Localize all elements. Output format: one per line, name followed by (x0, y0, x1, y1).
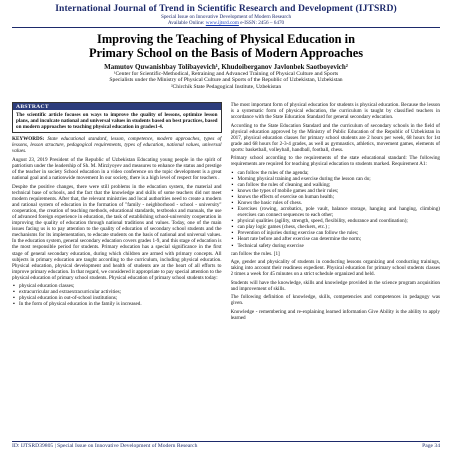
list-item: ▪ physical education classes; (12, 283, 222, 289)
available-online-label: Available Online: (167, 20, 206, 27)
affiliation-1: ¹Center for Scientific-Methodical, Retraining and Advanced Training of Physical Culture and Sports (113, 70, 339, 77)
list-item: ▪ physical education in out-of-school institutions; (12, 295, 222, 301)
list-item: ▪ Technical safety during exercise (231, 243, 441, 249)
paragraph: Primary school according to the requirements of the state educational standard: The following requirements are required for teaching physical education to students marked. Requirement A1: (230, 155, 440, 168)
paragraph: Knowledge - remembering and re-explaining learned information Give Ability is the ability to apply learned (230, 308, 440, 321)
list-item: ▪ Heart rate before and after exercise can determine the norm; (231, 236, 441, 242)
paragraph: According to the State Education Standard and the curriculum of secondary schools in the field of physical education approved by the Ministry of Public Education of the Republic of Uzbekistan in 2017, physical education classes for primary school students are 2 hours per week, 68 hours for 1st grade and 68 hours for 2-3-4 grades, as well as gymnastics, athletics, movement games, elements of sports: basketball, volleyball, handball, football, chess. (230, 122, 440, 153)
abstract-box (12, 102, 222, 133)
paper-title (12, 33, 440, 59)
paragraph: Students will have the knowledge, skills and knowledge provided in the science program acquisition and improvement of skills. (230, 279, 440, 292)
paragraph: The following definition of knowledge, skills, competencies and competences in pedagogy was given. (230, 294, 440, 307)
issn-label: e-ISSN: 2456 – 6470 (238, 20, 285, 27)
keywords-text: State educational standard, lesson, competence, modern approaches, types of lessons, lesson structure, pedagogical requirements, types of education, national values, universal values. (12, 136, 222, 155)
keywords (12, 136, 222, 154)
abstract-text: The scientific article focuses on ways to improve the quality of lessons, optimize lesson plans, and inculcate national and universal values in students based on best practices, based on modern approaches to teaching physical education in grades1-4. (16, 112, 218, 131)
page-footer (12, 441, 440, 449)
list-item: ▪ extracurricular and extraextracurricular activities; (12, 289, 222, 295)
paper-title-line-2: Primary School on the Basis of Modern Approaches (88, 45, 364, 60)
list-item: ▪ can play logic games (chess, checkers, etc.) ; (231, 224, 441, 230)
affiliation-3: ²Chirchik State Pedagogical Institute, Uzbekistan (170, 84, 282, 90)
list-item: ▪ Knows the basic rules of chess. (231, 200, 441, 206)
paragraph: Age, gender and physicality of students in conducting lessons organizing and conducting trainings, taking into account their readiness expedient. Physical education for primary school students classes 2 times a week for 45 minutes on a strict schedule organized and held. (230, 259, 440, 278)
list-item: ▪ knows the effects of exercise on human health; (231, 194, 441, 200)
left-column (12, 102, 222, 438)
list-item: ▪ physical qualities (agility, strength, speed, flexibility, endurance and coordination); (231, 218, 441, 224)
header-rule (12, 27, 440, 28)
bullet-list (12, 283, 222, 307)
body-columns (12, 102, 440, 438)
special-issue-line: Special Issue on Innovative Development of Modern Research (160, 14, 292, 20)
list-item: ▪ knows the types of mobile games and their rules; (231, 188, 441, 194)
list-item: ▪ can follow the rules of cleaning and walking; (231, 182, 441, 188)
footer-id: ID: IJTSRD39805 | Special Issue on Innovative Development of Modern Research (12, 443, 198, 449)
list-item: ▪ Exercises (rowing, acrobatics, pole vault, balance storage, hanging and hanging, climbing) exercises can connect sequences to each other; (231, 206, 441, 218)
affiliation-2: Specialists under the Ministry of Physical Culture and Sports of the Republic of Uzbekistan, Uzbekistan (109, 77, 343, 84)
paragraph: Despite the positive changes, there were still problems in the education system, the material and technical base of schools, and the fact that the knowledge and skills of some teachers did not meet modern requirements. After that, the relevant ministries and local authorities need to create a modern and rational system of education in the formation of "family - neighborhood - school - university" cooperation, the creation of teaching methods, educational standards, textbooks and manuals, the use of advanced foreign experience in education, the task of establishing school-university cooperation in improving the quality of education through national traditions and values. Today, one of the main issues facing us is to pay attention to the quality of education of secondary school students and the mechanisms for its implementation, to educate students on the basis of national and universal values. In the education system, general secondary education covers grades 1-9, and this stage of education is the most responsible period for students. Primary education has a special significance in the first stage of general secondary education, during which children are armed with primary concepts. All subjects in primary education are taught according to the curriculum, including physical education. Physical education, physical development and health of students are at the heart of all efforts to improve primary education. In that regard, we considered it appropriate to pay special attention to the physical education of primary school students. Physical education of primary school students today: (12, 184, 222, 281)
paragraph: can follow the rules. [1] (230, 250, 280, 257)
paper-title-line-1: Improving the Teaching of Physical Education in (97, 32, 355, 47)
journal-url-link[interactable]: www.ijtsrd.com (205, 20, 239, 27)
bullet-list (231, 170, 441, 249)
journal-meta-line (12, 20, 440, 26)
paragraph: The most important form of physical education for students is physical education. Because the lesson is a systematic form of physical education, the curriculum is taught by classified teachers in accordance with the State Education Standard for general secondary education. (230, 102, 440, 121)
abstract-heading: ABSTRACT (13, 103, 221, 110)
list-item: ▪ In the form of physical education in the family is increased. (12, 301, 222, 307)
journal-title: International Journal of Trend in Scientific Research and Development (IJTSRD) (55, 3, 397, 14)
list-item: ▪ can follow the rules of the agenda; (231, 170, 441, 176)
list-item: ▪ Morning physical training and exercise during the lesson can do; (231, 176, 441, 182)
right-column (231, 102, 441, 438)
authors: Mamutov Quwanishbay Tolibayevich¹, Khudoiberganov Javlonbek Saotboyevich² (104, 62, 348, 71)
keywords-label: KEYWORDS: (12, 136, 45, 143)
page-number: Page 34 (422, 443, 440, 449)
paragraph: August 23, 2019 President of the Republic of Uzbekistan Educating young people in the spirit of patriotism under the leadership of Sh. M. Mirziyoyev and measures to enhance the status and prestige of the teacher in society School education in a video conference on the topic development is a great national goal and a nationwide movement In our society, there is a high level of respect for teachers . (12, 157, 222, 182)
list-item: ▪ Prevention of injuries during exercise can follow the rules; (231, 230, 441, 236)
